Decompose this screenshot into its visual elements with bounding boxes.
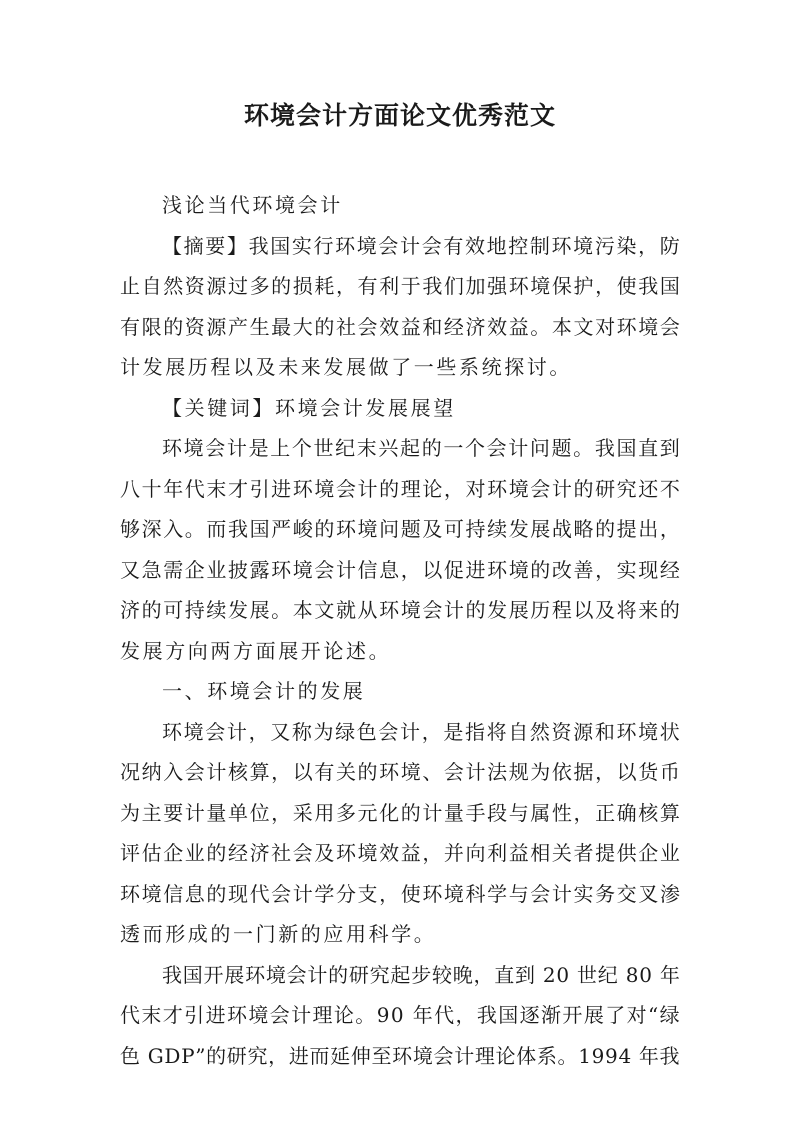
body-line: 一、环境会计的发展	[162, 679, 366, 703]
body-line: 止 自 然 资 源 过 多 的 损 耗 ， 有 利 于 我 们 加 强 环 境 保 护 ， 使 我 国	[120, 274, 680, 298]
body-line: 透而形成的一门新的应用科学。	[120, 922, 437, 946]
body-line: 【关键词】环境会计发展展望	[162, 395, 456, 420]
body-line: 代 末 才 引 进 环 境 会 计 理 论 。 9 0 年 代 ， 我 国 逐 渐 开 展 了 对 “ 绿	[120, 1003, 680, 1027]
body-line: 环 境 会 计 ， 又 称 为 绿 色 会 计 ， 是 指 将 自 然 资 源 和 环 境 状	[162, 719, 680, 744]
body-line: 计发展历程以及未来发展做了一些系统探讨。	[120, 355, 572, 379]
body-line: 济 的 可 持 续 发 展 。 本 文 就 从 环 境 会 计 的 发 展 历 程 以 及 将 来 的	[120, 598, 680, 622]
document-title: 环境会计方面论文优秀范文	[243, 101, 556, 130]
body-line: 又 急 需 企 业 披 露 环 境 会 计 信 息 ， 以 促 进 环 境 的 改 善 ， 实 现 经	[120, 557, 680, 582]
body-line: 有 限 的 资 源 产 生 最 大 的 社 会 效 益 和 经 济 效 益 。 本 文 对 环 境 会	[120, 314, 680, 339]
body-line: 八 十 年 代 末 才 引 进 环 境 会 计 的 理 论 ， 对 环 境 会 计 的 研 究 还 不	[120, 476, 680, 501]
body-line: 评 估 企 业 的 经 济 社 会 及 环 境 效 益 ， 并 向 利 益 相 关 者 提 供 企 业	[120, 841, 680, 865]
body-line: 色 G D P ” 的 研 究 ， 进 而 延 伸 至 环 境 会 计 理 论 体 系 。 1 9 9 4 年 我	[120, 1043, 680, 1068]
body-line: 为 主 要 计 量 单 位 ， 采 用 多 元 化 的 计 量 手 段 与 属 性 ， 正 确 核 算	[120, 800, 680, 825]
body-line: 发展方向两方面展开论述。	[120, 638, 392, 663]
body-line: 况 纳 入 会 计 核 算 ， 以 有 关 的 环 境 、 会 计 法 规 为 依 据 ， 以 货 币	[120, 760, 680, 784]
body-line: 够 深 入 。 而 我 国 严 峻 的 环 境 问 题 及 可 持 续 发 展 战 略 的 提 出 ，	[120, 517, 680, 541]
body-line: 环 境 会 计 是 上 个 世 纪 末 兴 起 的 一 个 会 计 问 题 。 我 国 直 到	[162, 436, 680, 460]
body-line: 【 摘 要 】 我 国 实 行 环 境 会 计 会 有 效 地 控 制 环 境 污 染 ， 防	[162, 233, 680, 258]
document-body	[120, 185, 680, 1076]
body-line: 我 国 开 展 环 境 会 计 的 研 究 起 步 较 晚 ， 直 到 2 0 世 纪 8 0 年	[162, 962, 680, 987]
body-line: 环 境 信 息 的 现 代 会 计 学 分 支 ， 使 环 境 科 学 与 会 计 实 务 交 叉 渗	[120, 881, 680, 906]
body-line: 浅论当代环境会计	[162, 193, 343, 217]
